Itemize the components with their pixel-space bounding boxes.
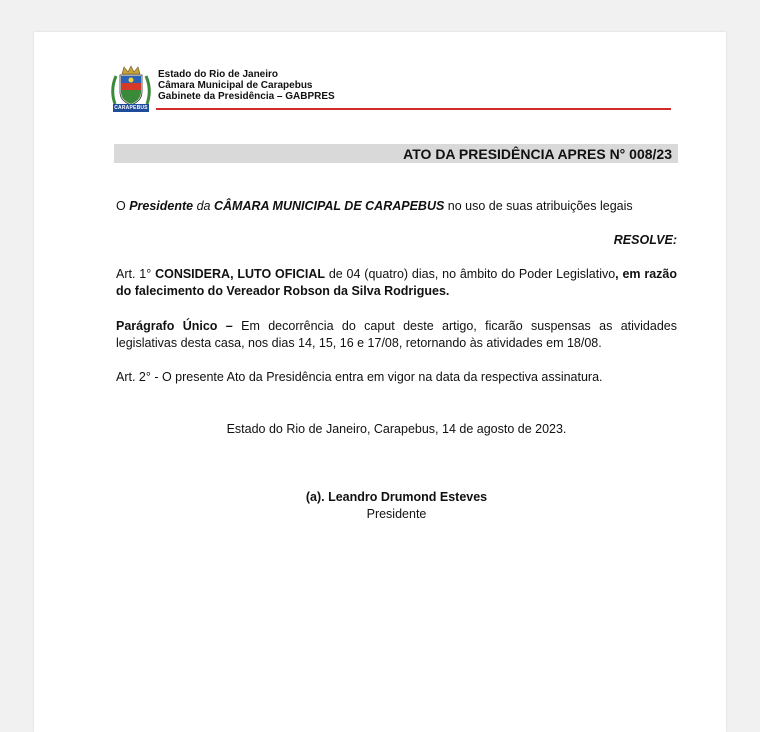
paragraph-unique-label: Parágrafo Único –	[116, 319, 233, 333]
letterhead-state: Estado do Rio de Janeiro	[158, 69, 279, 80]
intro-text-2: da	[193, 199, 214, 213]
article-1-text: de 04 (quatro) dias, no âmbito do Poder Legislativo	[325, 267, 616, 281]
intro-chamber: CÂMARA MUNICIPAL DE CARAPEBUS	[213, 199, 445, 213]
signature-name: (a). Leandro Drumond Esteves	[305, 490, 488, 504]
letterhead	[158, 69, 335, 102]
signature-role: Presidente	[366, 507, 427, 521]
article-1-bold-1: CONSIDERA, LUTO OFICIAL	[155, 267, 325, 281]
date-line: Estado do Rio de Janeiro, Carapebus, 14 de agosto de 2023.	[226, 422, 567, 436]
article-1-label: Art. 1°	[116, 267, 156, 281]
letterhead-chamber: Câmara Municipal de Carapebus	[158, 80, 313, 91]
intro-paragraph	[116, 198, 677, 215]
article-1	[116, 266, 677, 300]
intro-president: Presidente	[129, 199, 194, 213]
article-2: Art. 2° - O presente Ato da Presidência entra em vigor na data da respectiva assinatura.	[116, 370, 603, 384]
act-title: ATO DA PRESIDÊNCIA APRES N° 008/23	[403, 146, 672, 162]
document-page	[34, 32, 726, 732]
paragraph-unique	[116, 318, 677, 352]
resolve-heading: RESOLVE:	[613, 233, 677, 247]
crest-ribbon-label: CARAPEBUS	[114, 105, 148, 111]
letterhead-divider	[156, 108, 671, 110]
act-title-bar	[114, 144, 678, 163]
intro-text-3: no uso de suas atribuições legais	[444, 199, 633, 213]
intro-text-1: O	[116, 199, 130, 213]
letterhead-office: Gabinete da Presidência – GABPRES	[158, 91, 335, 102]
article-1-bold-2: , em razão do falecimento do Vereador Robson da Silva Rodrigues.	[116, 267, 678, 298]
paragraph-unique-text: Em decorrência do caput deste artigo, ficarão suspensas as atividades legislativas desta casa, nos dias 14, 15, 16 e 17/08, retornando às atividades em 18/08.	[116, 319, 677, 350]
